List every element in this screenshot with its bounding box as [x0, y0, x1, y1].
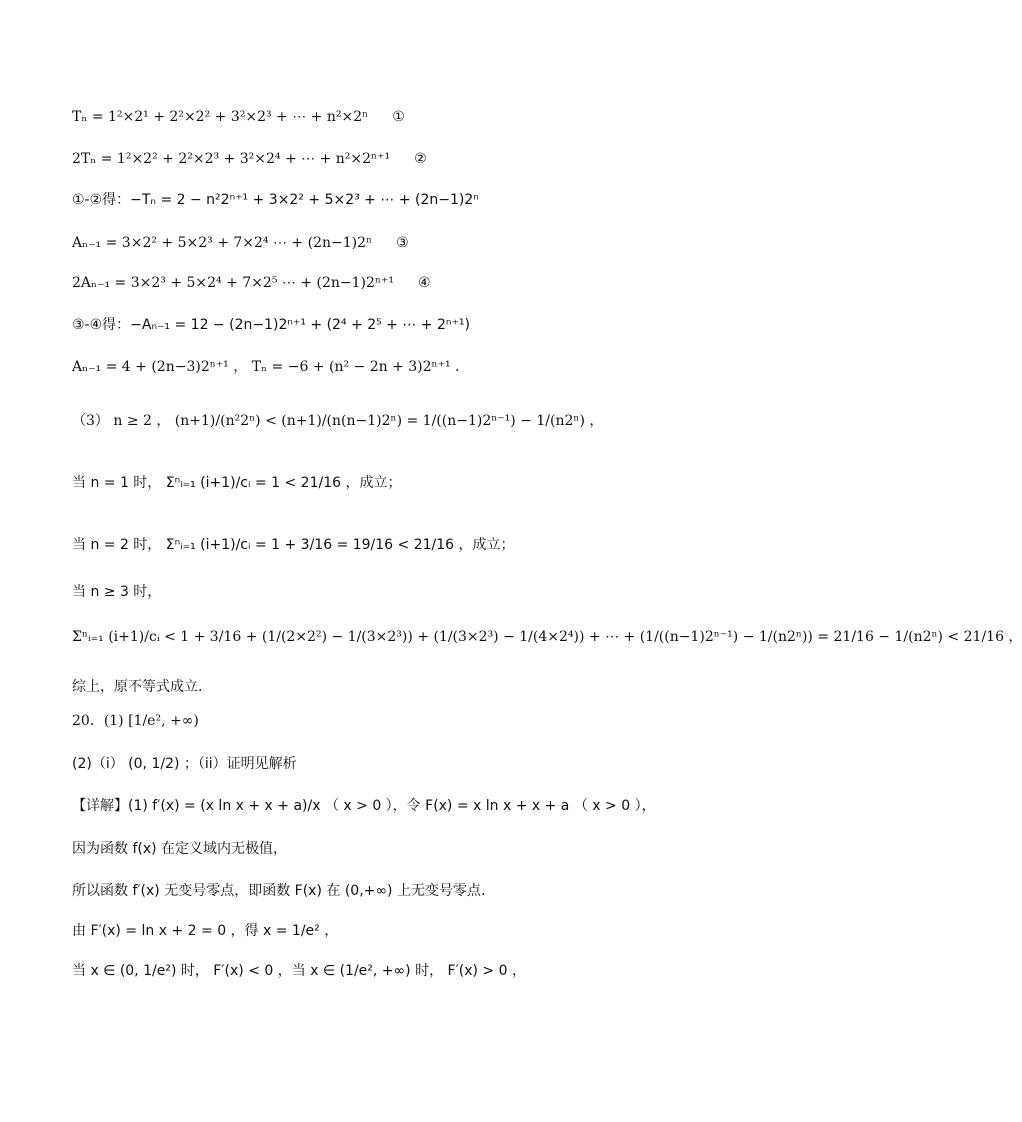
equation-number: ④	[417, 275, 431, 291]
text-line-t2	[72, 150, 427, 168]
equation-text: 当 n = 2 时， Σⁿᵢ₌₁ (i+1)/cᵢ = 1 + 3/16 = 19/16 < 21/16 ，成立；	[72, 537, 515, 553]
equation-text: （3） n ≥ 2 ， (n+1)/(n²2ⁿ) < (n+1)/(n(n−1)2ⁿ) = 1/((n−1)2ⁿ⁻¹) − 1/(n2ⁿ) ，	[72, 413, 604, 429]
equation-text: Tₙ = 1²×2¹ + 2²×2² + 3²×2³ + ⋯ + n²×2ⁿ	[72, 109, 369, 125]
text-line-t7	[72, 358, 460, 376]
text-line-t20	[72, 962, 526, 980]
equation-text: 因为函数 f(x) 在定义域内无极值，	[72, 841, 288, 857]
equation-number: ①	[392, 109, 405, 125]
equation-text: 所以函数 f′(x) 无变号零点，即函数 F(x) 在 (0,+∞) 上无变号零点.	[72, 883, 486, 899]
text-line-t5	[72, 274, 431, 292]
equation-text: 当 x ∈ (0, 1/e²) 时， F′(x) < 0 ，当 x ∈ (1/e², +∞) 时， F′(x) > 0 ，	[72, 963, 526, 979]
equation-text: ③-④得：−Aₙ₋₁ = 12 − (2n−1)2ⁿ⁺¹ + (2⁴ + 2⁵ + ⋯ + 2ⁿ⁺¹)	[72, 317, 470, 333]
text-line-t10	[72, 536, 515, 554]
text-line-t15	[72, 755, 297, 773]
equation-text: 当 n ≥ 3 时，	[72, 584, 162, 600]
equation-text: 2Aₙ₋₁ = 3×2³ + 5×2⁴ + 7×2⁵ ⋯ + (2n−1)2ⁿ⁺¹	[72, 275, 394, 291]
text-line-t11	[72, 583, 161, 601]
equation-number: ③	[396, 235, 409, 251]
text-line-t9	[72, 474, 401, 492]
text-line-t6	[72, 316, 470, 334]
equation-text: 综上，原不等式成立.	[72, 679, 203, 695]
equation-text: (2)（i） (0, 1/2) ；（ii）证明见解析	[72, 756, 297, 772]
text-line-t16	[72, 797, 656, 815]
text-line-t1	[72, 108, 405, 126]
text-line-t18	[72, 882, 485, 900]
equation-text: Aₙ₋₁ = 4 + (2n−3)2ⁿ⁺¹ ， Tₙ = −6 + (n² − 2n + 3)2ⁿ⁺¹ .	[72, 359, 460, 375]
text-line-t4	[72, 234, 409, 252]
text-line-t13	[72, 678, 202, 696]
text-line-t8	[72, 412, 603, 430]
equation-text: ①-②得：−Tₙ = 2 − n²2ⁿ⁺¹ + 3×2² + 5×2³ + ⋯ + (2n−1)2ⁿ	[72, 192, 479, 208]
equation-text: 当 n = 1 时， Σⁿᵢ₌₁ (i+1)/cᵢ = 1 < 21/16 ，成立；	[72, 475, 402, 491]
text-line-t19	[72, 922, 338, 940]
equation-text: 20．(1) [1/e², +∞)	[72, 713, 199, 729]
equation-text: 【详解】(1) f′(x) = (x ln x + x + a)/x （ x > 0 ），令 F(x) = x ln x + x + a （ x > 0 ），	[72, 798, 656, 814]
equation-text: 2Tₙ = 1²×2² + 2²×2³ + 3²×2⁴ + ⋯ + n²×2ⁿ⁺¹	[72, 151, 391, 167]
equation-text: 由 F′(x) = ln x + 2 = 0 ，得 x = 1/e² ，	[72, 923, 339, 939]
text-line-t14	[72, 712, 199, 730]
text-line-t17	[72, 840, 287, 858]
equation-text: Σⁿᵢ₌₁ (i+1)/cᵢ < 1 + 3/16 + (1/(2×2²) − 1/(3×2³)) + (1/(3×2³) − 1/(4×2⁴)) + ⋯ + (1/((n−1)2ⁿ⁻¹) − 1/(n2ⁿ)) = 21/16 − 1/(n2ⁿ) < 21/16 ，	[72, 629, 1022, 645]
text-line-t12	[72, 628, 1022, 646]
text-line-t3	[72, 191, 479, 209]
equation-text: Aₙ₋₁ = 3×2² + 5×2³ + 7×2⁴ ⋯ + (2n−1)2ⁿ	[72, 235, 373, 251]
equation-number: ②	[414, 151, 427, 167]
